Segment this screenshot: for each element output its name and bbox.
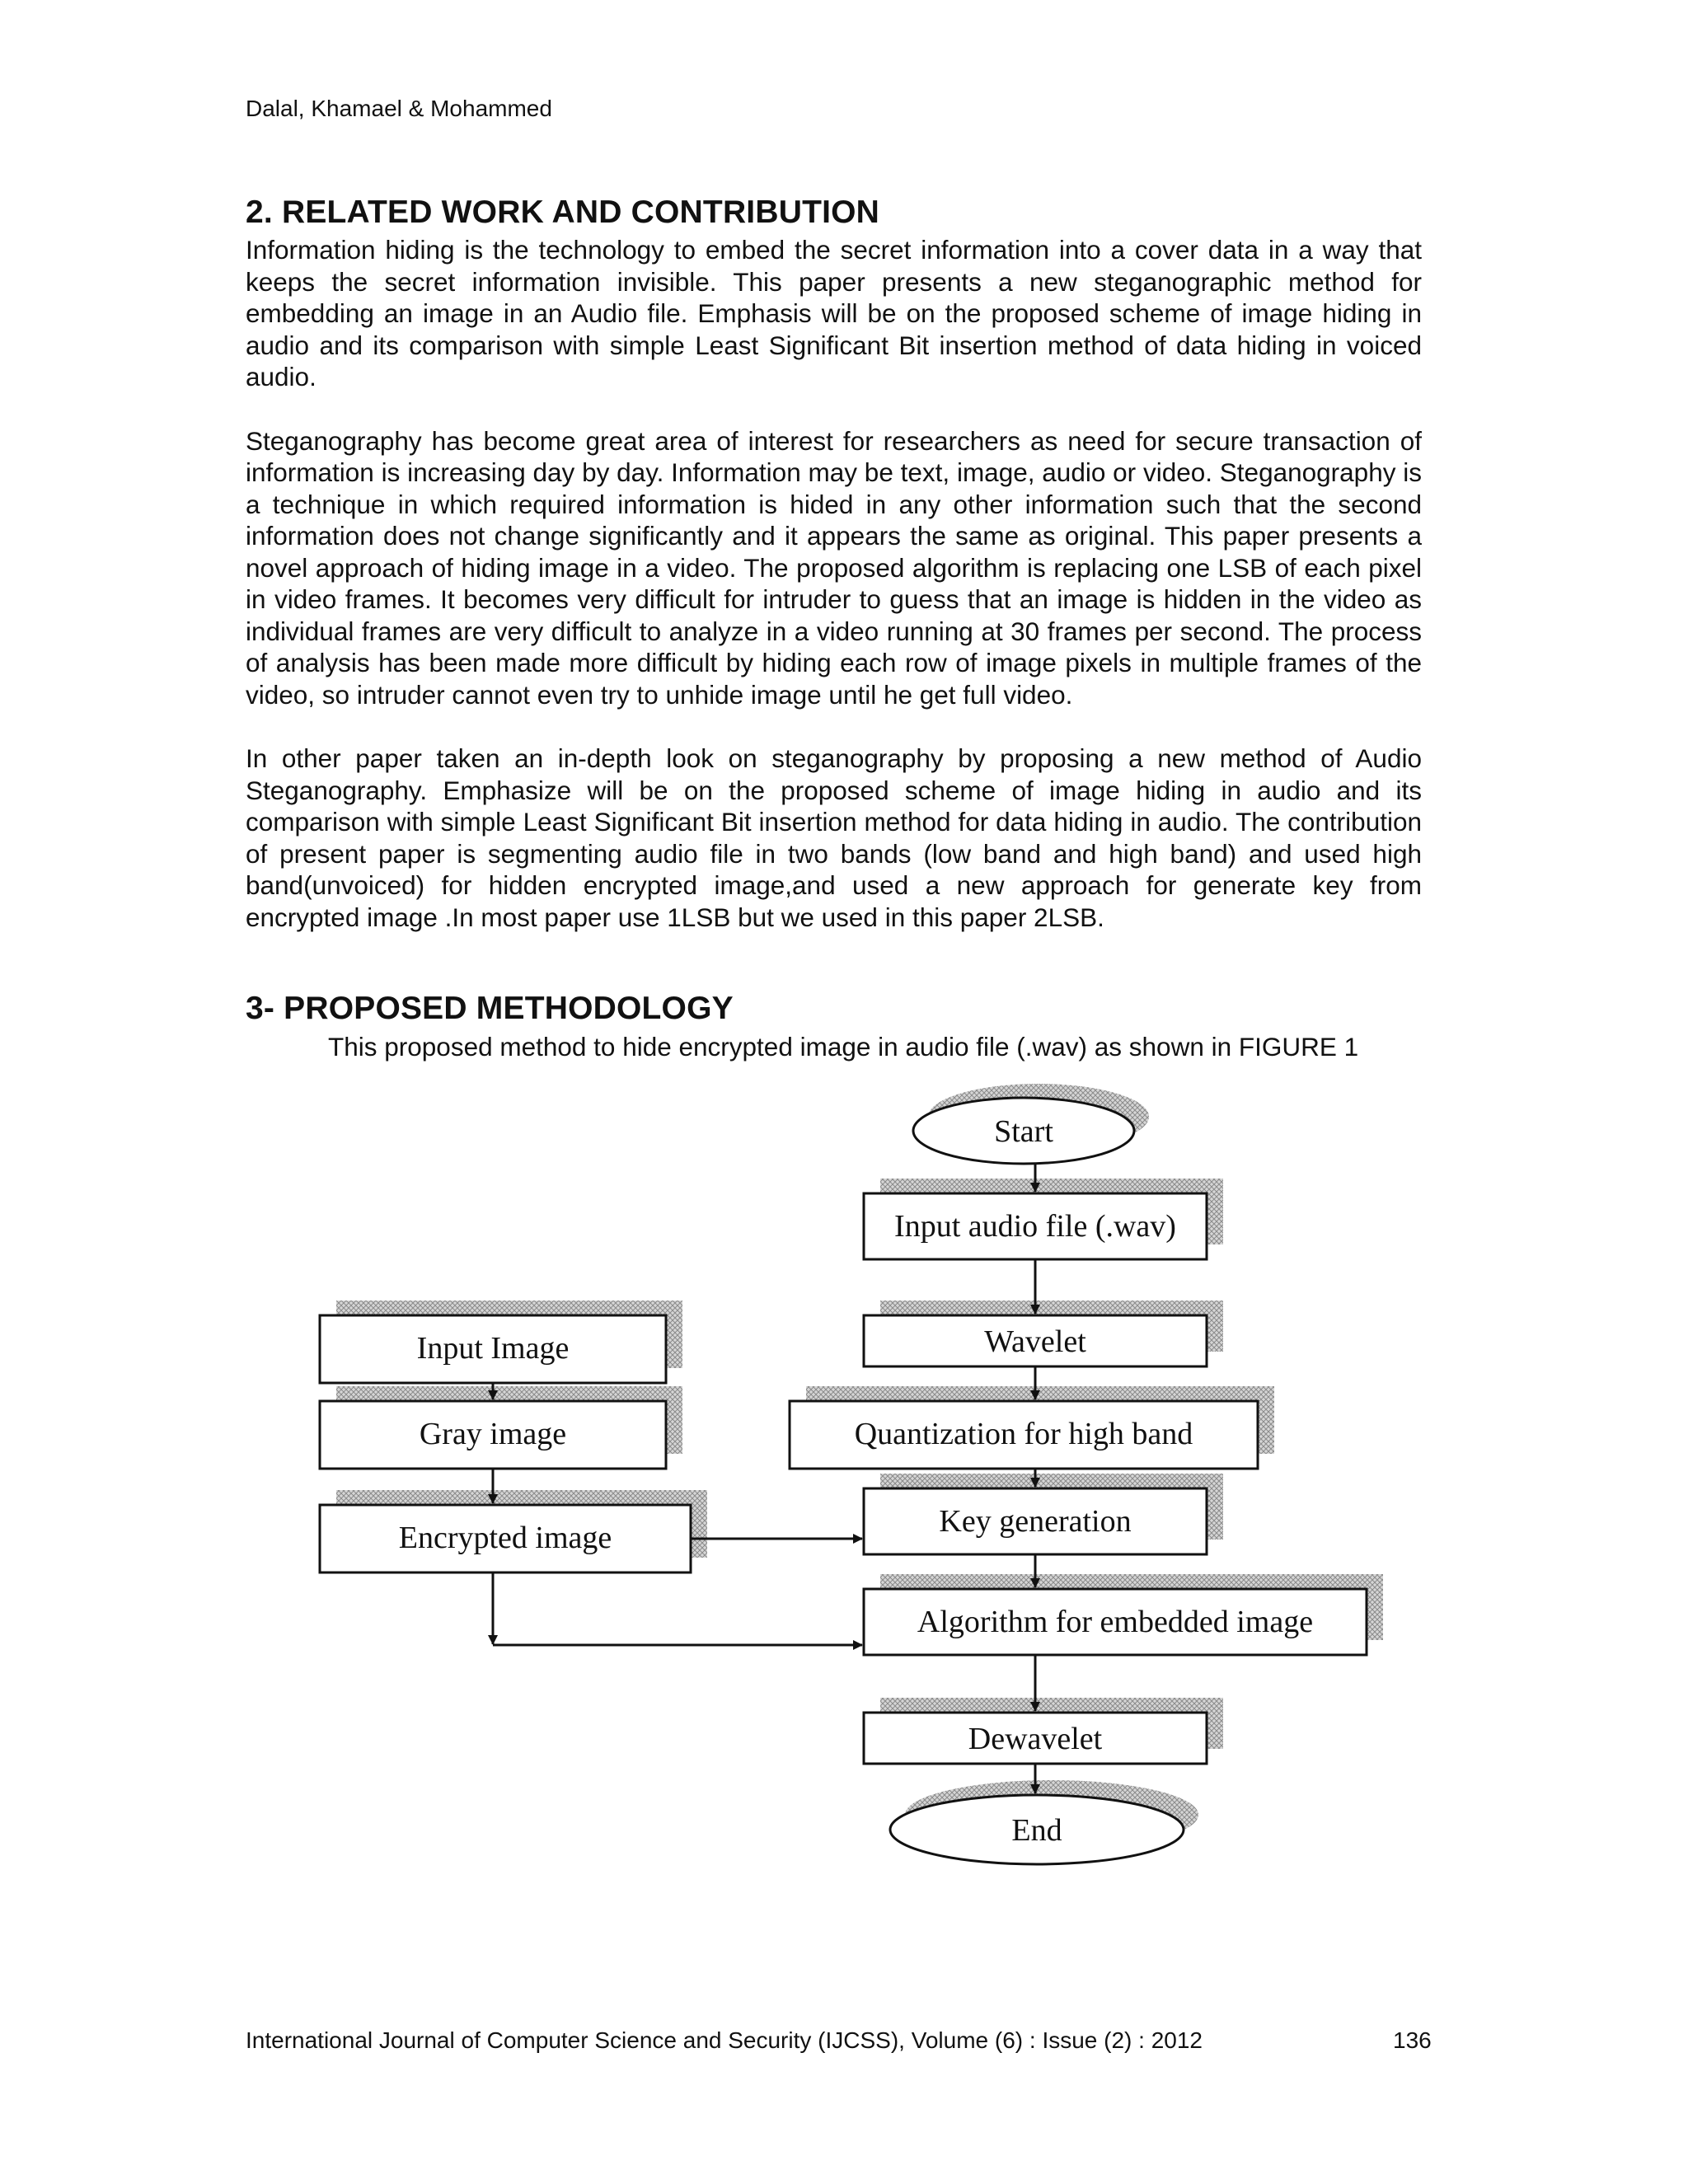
- dewavelet-node: [864, 1698, 1223, 1764]
- quantization-label: Quantization for high band: [854, 1417, 1193, 1451]
- section-3-heading: 3- PROPOSED METHODOLOGY: [246, 991, 734, 1026]
- end-node: [890, 1780, 1198, 1864]
- wavelet-node: [864, 1301, 1223, 1366]
- input-image-label: Input Image: [416, 1331, 570, 1366]
- page-number: 136: [1393, 2027, 1432, 2053]
- algorithm-label: Algorithm for embedded image: [917, 1605, 1314, 1639]
- dewavelet-label: Dewavelet: [968, 1722, 1103, 1756]
- encrypted-image-node: [320, 1490, 707, 1572]
- paragraph: In other paper taken an in-depth look on steganography by proposing a new method of Audio Steganography. Emphasize will be on the proposed scheme of image hiding in audio and its comparison with simple Least Significant Bit insertion method for data hiding in audio. The contribution of present paper is segmenting audio file in two bands (low band and high band) and used high band(unvoiced) for hidden encrypted image,and used a new approach for generate key from encrypted image .In most paper use 1LSB but we used in this paper 2LSB.: [246, 743, 1422, 932]
- input-image-node: [320, 1301, 682, 1383]
- running-header: Dalal, Khamael & Mohammed: [246, 96, 552, 121]
- paragraph: Information hiding is the technology to embed the secret information into a cover data in a way that keeps the secret information invisible. This paper presents a new steganographic method for embedding an image in an Audio file. Emphasis will be on the proposed scheme of image hiding in audio and its comparison with simple Least Significant Bit insertion method of data hiding in voiced audio.: [246, 235, 1422, 391]
- figure-intro: This proposed method to hide encrypted image in audio file (.wav) as shown in FIGURE 1: [328, 1032, 1359, 1062]
- input-audio-node: [864, 1179, 1223, 1259]
- paragraph: Steganography has become great area of interest for researchers as need for secure transaction of information is increasing day by day. Information may be text, image, audio or video. Steganography is a technique in which required information is hided in any other information such that the second information does not change significantly and it appears the same as original. This paper presents a novel approach of hiding image in a video. The proposed algorithm is replacing one LSB of each pixel in video frames. It becomes very difficult for intruder to guess that an image is hidden in the video as individual frames are very difficult to analyze in a video running at 30 frames per second. The process of analysis has been made more difficult by hiding each row of image pixels in multiple frames of the video, so intruder cannot even try to unhide image until he get full video.: [246, 425, 1422, 710]
- section-2-heading: 2. RELATED WORK AND CONTRIBUTION: [246, 194, 880, 230]
- wavelet-label: Wavelet: [984, 1324, 1086, 1359]
- key-generation-label: Key generation: [939, 1504, 1132, 1539]
- journal-footer: International Journal of Computer Science and Security (IJCSS), Volume (6) : Issue (2) : 2012: [246, 2027, 1203, 2053]
- gray-image-label: Gray image: [419, 1417, 567, 1451]
- algorithm-node: [864, 1574, 1383, 1655]
- start-node: [913, 1084, 1149, 1164]
- quantization-node: [790, 1386, 1274, 1469]
- input-audio-label: Input audio file (.wav): [894, 1209, 1176, 1244]
- end-label: End: [1011, 1813, 1062, 1848]
- start-label: Start: [994, 1114, 1053, 1149]
- encrypted-image-label: Encrypted image: [398, 1521, 612, 1555]
- gray-image-node: [320, 1386, 682, 1469]
- key-generation-node: [864, 1474, 1223, 1554]
